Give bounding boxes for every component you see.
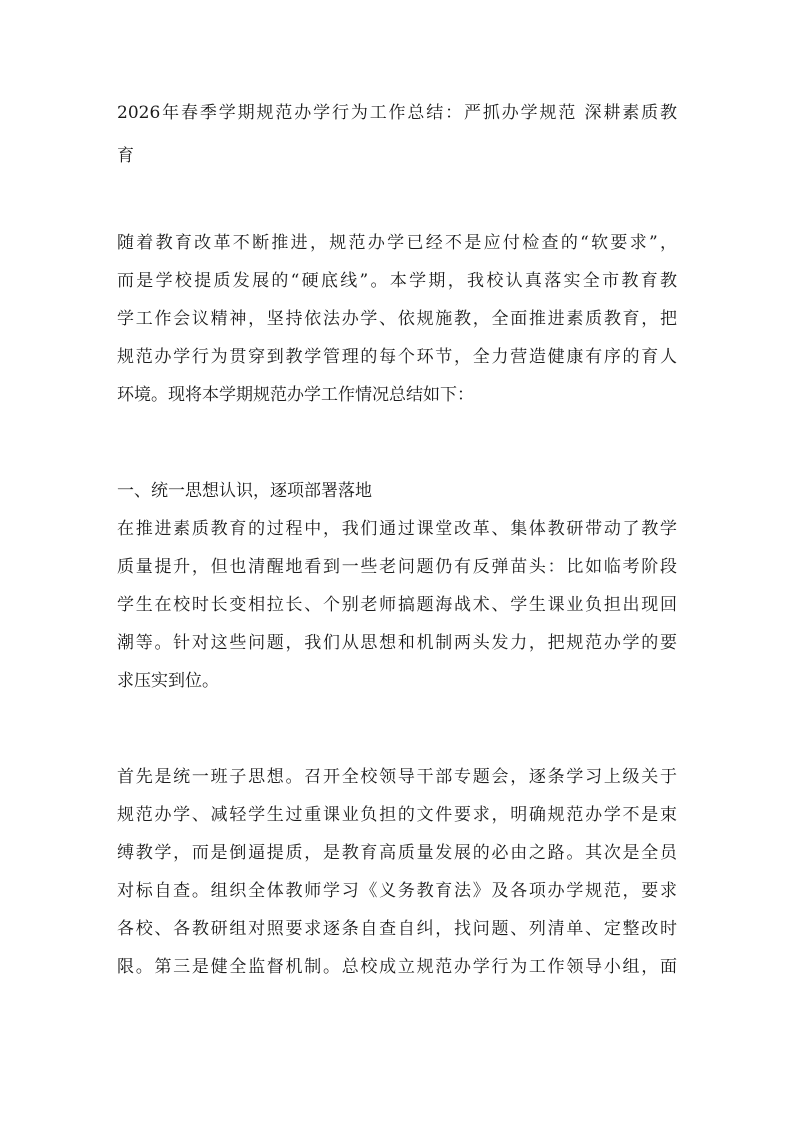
intro-line-2: 而是学校提质发展的“硬底线”。本学期，我校认真落实全市教育教: [117, 271, 677, 291]
section-1-para-2-line-3: 缚教学，而是倒逼提质，是教育高质量发展的必由之路。其次是全员: [117, 843, 677, 863]
intro-line-1: 随着教育改革不断推进，规范办学已经不是应付检查的“软要求”，: [117, 233, 677, 253]
section-1-heading: 一、统一思想认识，逐项部署落地: [117, 481, 372, 501]
section-1-para-1-line-4: 潮等。针对这些问题，我们从思想和机制两头发力，把规范办学的要: [117, 633, 677, 653]
section-1-para-2-line-6: 限。第三是健全监督机制。总校成立规范办学行为工作领导小组，面: [117, 957, 677, 977]
section-1-para-2-line-5: 各校、各教研组对照要求逐条自查自纠，找问题、列清单、定整改时: [117, 919, 677, 939]
section-1-para-1-line-5: 求压实到位。: [117, 671, 219, 691]
document-title-line-1: 2026年春季学期规范办学行为工作总结：严抓办学规范 深耕素质教: [117, 103, 677, 123]
section-1-para-1-line-2: 质量提升，但也清醒地看到一些老问题仍有反弹苗头：比如临考阶段: [117, 557, 677, 577]
intro-line-5: 环境。现将本学期规范办学工作情况总结如下：: [117, 385, 474, 405]
document-title-line-2: 育: [117, 146, 134, 166]
intro-line-4: 规范办学行为贯穿到教学管理的每个环节，全力营造健康有序的育人: [117, 347, 677, 367]
section-1-para-1-line-3: 学生在校时长变相拉长、个别老师搞题海战术、学生课业负担出现回: [117, 595, 677, 615]
section-1-para-1-line-1: 在推进素质教育的过程中，我们通过课堂改革、集体教研带动了教学: [117, 519, 677, 539]
section-1-para-2-line-1: 首先是统一班子思想。召开全校领导干部专题会，逐条学习上级关于: [117, 767, 677, 787]
intro-line-3: 学工作会议精神，坚持依法办学、依规施教，全面推进素质教育，把: [117, 309, 677, 329]
section-1-para-2-line-2: 规范办学、减轻学生过重课业负担的文件要求，明确规范办学不是束: [117, 805, 677, 825]
section-1-para-2-line-4: 对标自查。组织全体教师学习《义务教育法》及各项办学规范，要求: [117, 881, 677, 901]
